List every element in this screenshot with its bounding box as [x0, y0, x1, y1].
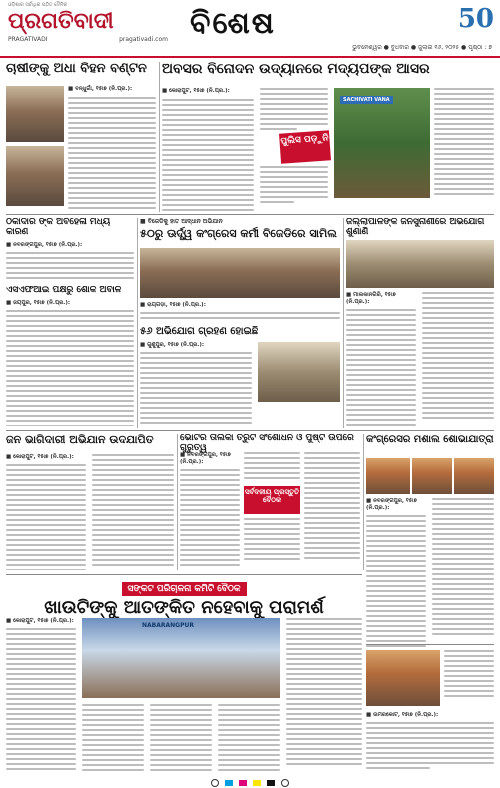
story-dateline: ■ ରାୟଗଡ଼ା, ୧୫ା୭ (ନି.ପ୍ର.): — [140, 302, 206, 308]
registration-mark-icon — [211, 779, 219, 787]
headline: ୫୦ରୁ ଊର୍ଦ୍ଧ୍ୱ କଂଗ୍ରେସ କର୍ମୀ ବିଜେଡିରେ ସାମିଲ — [140, 227, 337, 240]
story-body — [6, 300, 134, 426]
story-dateline: ■ କୋରାପୁଟ, ୧୫ା୭ (ନି.ପ୍ର.): — [6, 454, 74, 460]
cyan-swatch — [225, 780, 233, 786]
headline: ଚାଷୀଙ୍କୁ ଅଧା ବିହନ ବଣ୍ଟନ — [6, 62, 147, 76]
story-dateline: ■ ମାଲକାନଗିରି, ୧୫ା୭ (ନି.ପ୍ର.): — [346, 292, 396, 305]
logo-english: PRAGATIVADI — [8, 36, 48, 43]
story-dateline: ■ ଜୟପୁର, ୧୫ା୭ (ନି.ପ୍ର.): — [6, 299, 71, 306]
story-voter-list — [180, 434, 360, 570]
photo-grievance-hall — [258, 342, 340, 402]
headline: ଜନ ଭାଗିଦାରୀ ଅଭିଯାନ ଉଦଯାପିତ — [6, 434, 154, 446]
story-body — [140, 342, 252, 426]
all-party-badge: ସର୍ବଦଳୀୟ ପ୍ରସ୍ତୁତି ବୈଠକ — [244, 486, 300, 514]
kicker: ■ ବିଜେଡିକୁ ହାତ ଆଦ୍ଧାନ ଅଭିଯାନ — [140, 218, 223, 225]
story-jan-bhagidari — [6, 434, 174, 570]
story-seed-distribution — [6, 62, 156, 212]
kicker: ସଙ୍କଟ ପରିଚାଳନା କମିଟି ବୈଠକ — [122, 582, 247, 596]
story-body — [6, 454, 86, 570]
photo-farmers — [6, 86, 64, 142]
photo-rally-1 — [366, 458, 410, 494]
headline: ୫୬ ଅଭିଯୋଗ ଗ୍ରହଣ ହୋଇଛି — [140, 326, 259, 337]
headline: କଂଗ୍ରେସର ମଶାଲ ଶୋଭାଯାତ୍ରା — [366, 434, 494, 445]
story-body — [180, 452, 240, 569]
headline: ଭୋଟର ତାଲିକା ତ୍ରୁଟି ସଂଶୋଧନ ଓ ପୁଷ୍ଟି ଉପରେ ଗୁରୁତ୍ୱ — [180, 434, 354, 453]
photo-committee-meeting — [82, 618, 280, 698]
headline: ଠିକାଦାର ଙ୍କ ଅବହେଳା ମଧ୍ୟ କାରଣ — [6, 218, 111, 237]
story-dateline: ■ ଗୁଣୁପୁର, ୧୫ା୭ (ନି.ପ୍ର.): — [140, 342, 205, 348]
section-title: ବିଶେଷ — [190, 6, 276, 41]
print-marks — [0, 778, 500, 788]
story-dateline: ■ କୋରାପୁଟ, ୧୫ା୭ (ନି.ପ୍ର.): — [162, 88, 230, 94]
masthead-tagline: ଓଡ଼ିଶାର ସର୍ବାଧିକ ପଠିତ ଦୈନିକ — [8, 2, 68, 8]
story-dateline: ■ ଉମରକୋଟ, ୧୫ା୭ (ନି.ପ୍ର.): — [366, 712, 439, 718]
issue-dateline: ଭୁବନେଶ୍ୱର ● ବୁଧବାର ● ଜୁଲାଇ ୧୬, ୨୦୨୫ ● ପୃଷ୍ଠା : ୭ — [352, 44, 492, 51]
story-dateline: ■ କୋରାପୁଟ, ୧୫ା୭ (ନି.ପ୍ର.): — [6, 618, 74, 624]
photo-seed-bags — [6, 146, 64, 206]
story-congress-joins-bjd — [140, 218, 340, 322]
newspaper-logo — [8, 8, 168, 46]
black-swatch — [267, 780, 275, 786]
police-badge: ପୁଲିସ ପଡ଼ୁନି — [279, 130, 331, 163]
headline: ଜିଲ୍ଲାପାଳଙ୍କ ଜନସୁନାଣୀରେ ଅଭିଯୋଗ ଶୁଣାଣି — [346, 218, 485, 237]
story-dateline: ■ ନବରଙ୍ଗପୁର, ୧୫ା୭ (ନି.ପ୍ର.): — [180, 452, 231, 465]
story-body — [68, 97, 156, 212]
banner-text: NABARANGPUR — [142, 622, 194, 629]
photo-joining-event — [140, 248, 340, 298]
story-body — [6, 242, 134, 282]
logo-text: ପ୍ରଗତିବାଦୀ — [8, 8, 114, 34]
story-sfi — [6, 286, 134, 426]
photo-protest — [366, 650, 440, 706]
masthead — [0, 0, 500, 58]
park-sign: SACHIVATI VANA — [340, 96, 393, 104]
story-body — [6, 618, 76, 773]
headline: ଏସଏଫଆଇ ପକ୍ଷରୁ ଶୋକ ଅବାଳ — [6, 286, 122, 295]
story-56-complaints — [140, 326, 340, 426]
story-consumer-advice — [6, 576, 362, 776]
story-park-drinkers — [162, 62, 494, 212]
photo-park-gate — [334, 88, 430, 198]
photo-rally-2 — [412, 458, 452, 494]
story-dateline: ■ ବନ୍ଧୁଗାଁ, ୧୫ା୭ (ନି.ପ୍ର.): — [68, 86, 133, 92]
story-dateline: ■ ନବରଙ୍ଗପୁର, ୧୫ା୭ (ନି.ପ୍ର.): — [366, 498, 417, 511]
yellow-swatch — [253, 780, 261, 786]
anniversary-logo — [430, 4, 494, 40]
story-body — [162, 88, 254, 212]
website: pragativadi.com — [119, 36, 168, 43]
story-body — [366, 498, 426, 655]
registration-mark-icon — [281, 779, 289, 787]
story-body — [140, 302, 340, 322]
photo-collector-meeting — [346, 240, 494, 288]
magenta-swatch — [239, 780, 247, 786]
photo-rally-3 — [454, 458, 494, 494]
headline: ଅବସର ବିନୋଦନ ଉଦ୍ୟାନରେ ମଦ୍ୟପଙ୍କ ଆସର — [162, 62, 430, 77]
story-collector-grievance — [346, 218, 494, 428]
story-body — [346, 292, 416, 428]
story-dateline: ■ ନବରଙ୍ଗପୁର, ୧୫ା୭ (ନି.ପ୍ର.): — [6, 241, 83, 248]
headline: ଖାଉଟିଙ୍କୁ ଆତଙ୍କିତ ନହେବାକୁ ପରାମର୍ଶ — [44, 597, 324, 618]
story-contractor — [6, 218, 134, 282]
story-umerkot — [366, 712, 494, 772]
story-congress-torch-rally — [366, 434, 494, 774]
anniversary-number: 50 — [457, 4, 494, 34]
